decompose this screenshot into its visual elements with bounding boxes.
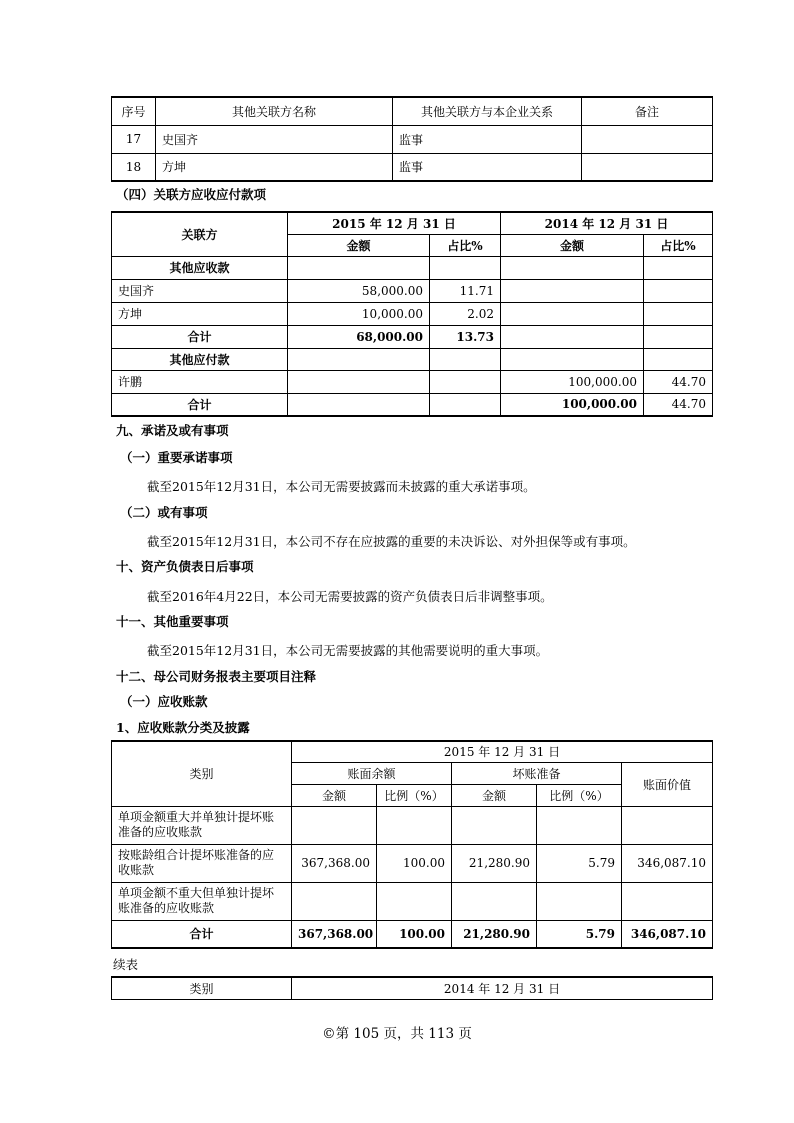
row-amount-2015: 10,000.00: [288, 302, 430, 325]
group-label-receivables: 其他应收款: [112, 256, 288, 279]
row-name: 方坤: [112, 302, 288, 325]
row-amount: [292, 806, 377, 844]
total-row-receivables: [112, 325, 713, 348]
row-relation: 监事: [393, 125, 582, 153]
total-amount-2014: [501, 325, 644, 348]
row-label: 单项金额不重大但单独计提坏账准备的应收账款: [112, 882, 292, 920]
row-no: 17: [112, 125, 156, 153]
header-amount: 金额: [292, 784, 377, 806]
paragraph-subsequent-events: 截至2016年4月22日，本公司无需要披露的资产负债表日后非调整事项。: [147, 589, 553, 604]
row-name: 许鹏: [112, 370, 288, 393]
header-ratio-2015: 占比%: [430, 234, 501, 256]
row-amount-2014: [501, 302, 644, 325]
row-amount-2015: [288, 370, 430, 393]
row-ratio-2015: 2.02: [430, 302, 501, 325]
total-amount-2015: [288, 393, 430, 416]
row-amount-2015: 58,000.00: [288, 279, 430, 302]
section-title-other-matters: 十一、其他重要事项: [116, 614, 229, 629]
total-book-value: 346,087.10: [622, 920, 713, 948]
total-ratio-2014: [644, 325, 713, 348]
receivable-classification-table: [111, 740, 713, 949]
total-amount-2015: 68,000.00: [288, 325, 430, 348]
row-ratio: [377, 806, 452, 844]
continued-table: [111, 976, 713, 1000]
row-ratio-2014: [644, 302, 713, 325]
row-label: 单项金额重大并单独计提坏账准备的应收账款: [112, 806, 292, 844]
row-book-value: [622, 882, 713, 920]
header-2014: 2014 年 12 月 31 日: [501, 212, 713, 234]
total-ratio-2015: 13.73: [430, 325, 501, 348]
row-amount-2014: 100,000.00: [501, 370, 644, 393]
header-ratio-2014: 占比%: [644, 234, 713, 256]
header-ratio: 比例（%）: [537, 784, 622, 806]
total-ratio-2015: [430, 393, 501, 416]
total-ratio-2014: 44.70: [644, 393, 713, 416]
row-note: [582, 153, 713, 181]
header-amount: 金额: [452, 784, 537, 806]
section-title-subsequent-events: 十、资产负债表日后事项: [116, 559, 254, 574]
row-ratio: 100.00: [377, 844, 452, 882]
total-row-payables: [112, 393, 713, 416]
row-amount: [292, 882, 377, 920]
total-row: [112, 920, 713, 948]
total-ratio: 100.00: [377, 920, 452, 948]
row-bad-debt-ratio: [537, 806, 622, 844]
row-name: 史国齐: [156, 125, 393, 153]
row-ratio-2015: [430, 370, 501, 393]
row-bad-debt-ratio: [537, 882, 622, 920]
section-title-receivables-payables: （四）关联方应收应付款项: [116, 187, 267, 202]
header-category: 类别: [112, 977, 292, 999]
row-bad-debt: [452, 806, 537, 844]
header-date: 2015 年 12 月 31 日: [292, 741, 713, 762]
total-label: 合计: [112, 920, 292, 948]
row-note: [582, 125, 713, 153]
table-row: [112, 125, 713, 153]
row-no: 18: [112, 153, 156, 181]
paragraph-contingencies: 截至2015年12月31日，本公司不存在应披露的重要的未决诉讼、对外担保等或有事项。: [147, 534, 636, 549]
header-date: 2014 年 12 月 31 日: [292, 977, 713, 999]
table-row: [112, 370, 713, 393]
header-2015: 2015 年 12 月 31 日: [288, 212, 501, 234]
header-ratio: 比例（%）: [377, 784, 452, 806]
row-ratio-2014: [644, 279, 713, 302]
paragraph-commitments: 截至2015年12月31日，本公司无需要披露而未披露的重大承诺事项。: [147, 479, 536, 494]
header-amount-2014: 金额: [501, 234, 644, 256]
total-amount-2014: 100,000.00: [501, 393, 644, 416]
row-amount: 367,368.00: [292, 844, 377, 882]
item-title-receivable-classification: 1、应收账款分类及披露: [116, 720, 250, 735]
related-party-table: [111, 96, 713, 182]
row-bad-debt: 21,280.90: [452, 844, 537, 882]
header-category: 类别: [112, 741, 292, 806]
header-no: 序号: [112, 97, 156, 125]
row-ratio: [377, 882, 452, 920]
row-relation: 监事: [393, 153, 582, 181]
row-book-value: [622, 806, 713, 844]
total-bad-debt: 21,280.90: [452, 920, 537, 948]
total-label: 合计: [112, 393, 288, 416]
row-ratio-2015: 11.71: [430, 279, 501, 302]
table-row: [112, 153, 713, 181]
table-row: [112, 279, 713, 302]
subsection-title-accounts-receivable: （一）应收账款: [120, 694, 208, 709]
header-book-value: 账面价值: [622, 762, 713, 806]
section-title-parent-notes: 十二、母公司财务报表主要项目注释: [116, 669, 317, 684]
subsection-title-contingencies: （二）或有事项: [120, 505, 208, 520]
header-party: 关联方: [112, 212, 288, 256]
subsection-title-commitments: （一）重要承诺事项: [120, 450, 233, 465]
table-row: [112, 844, 713, 882]
continued-table-label: 续表: [113, 957, 139, 972]
total-label: 合计: [112, 325, 288, 348]
header-amount-2015: 金额: [288, 234, 430, 256]
table-row: [112, 302, 713, 325]
header-bad-debt: 坏账准备: [452, 762, 622, 784]
header-name: 其他关联方名称: [156, 97, 393, 125]
row-bad-debt-ratio: 5.79: [537, 844, 622, 882]
header-note: 备注: [582, 97, 713, 125]
row-ratio-2014: 44.70: [644, 370, 713, 393]
row-label: 按账龄组合计提坏账准备的应收账款: [112, 844, 292, 882]
row-book-value: 346,087.10: [622, 844, 713, 882]
table-row: [112, 882, 713, 920]
related-party-receivables-table: [111, 211, 713, 417]
row-name: 方坤: [156, 153, 393, 181]
row-bad-debt: [452, 882, 537, 920]
total-amount: 367,368.00: [292, 920, 377, 948]
section-title-commitments: 九、承诺及或有事项: [116, 423, 229, 438]
row-amount-2014: [501, 279, 644, 302]
header-relation: 其他关联方与本企业关系: [393, 97, 582, 125]
paragraph-other-matters: 截至2015年12月31日，本公司无需要披露的其他需要说明的重大事项。: [147, 643, 549, 658]
table-row: [112, 806, 713, 844]
header-book-balance: 账面余额: [292, 762, 452, 784]
row-name: 史国齐: [112, 279, 288, 302]
total-bad-debt-ratio: 5.79: [537, 920, 622, 948]
group-label-payables: 其他应付款: [112, 348, 288, 370]
page-footer: ©第 105 页，共 113 页: [322, 1026, 472, 1042]
